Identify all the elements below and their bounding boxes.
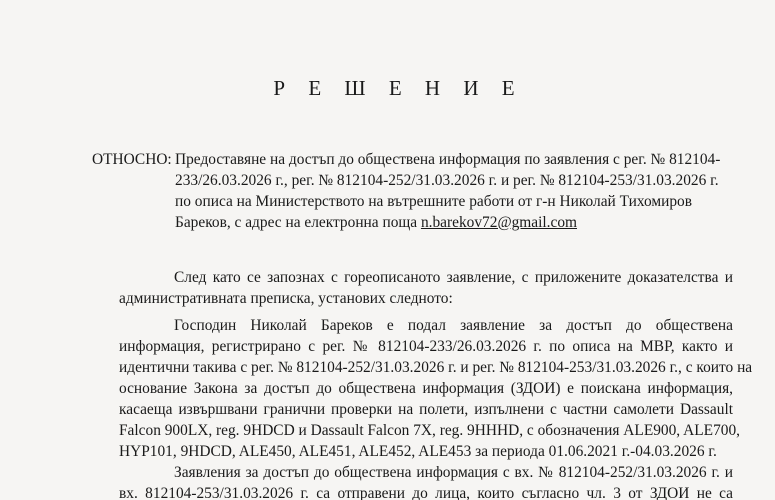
- para3-line-1: Заявления за достъп до обществена информация с вх. № 812104-252/31.03.2026 г. и: [174, 464, 733, 481]
- para2-line-1: Господин Николай Бареков е подал заявление за достъп до обществена: [174, 317, 733, 334]
- para2-line-3: идентични такива с рег. № 812104-252/31.03.2026 г. и рег. № 812104-253/31.03.2026 г., с които на: [119, 359, 753, 376]
- para1-line-1: След като се запознах с гореописаното заявление, с приложените доказателства и: [174, 269, 733, 286]
- document-title: Р Е Ш Е Н И Е: [273, 76, 524, 100]
- para2-line-7: HYP101, 9HDCD, ALE450, ALE451, ALE452, ALE453 за периода 01.06.2021 г.-04.03.2026 г.: [119, 443, 717, 460]
- para2-line-4: основание Закона за достъп до обществена информация (ЗДОИ) е поискана информация,: [119, 380, 733, 397]
- regarding-line-3: по описа на Министерството на вътрешните работи от г-н Николай Тихомиров: [175, 193, 693, 210]
- regarding-line-1: Предоставяне на достъп до обществена информация по заявления с рег. № 812104-: [175, 151, 721, 168]
- para2-line-6: Falcon 900LX, reg. 9HDCD и Dassault Falcon 7X, reg. 9HHHD, с обозначения ALE900, ALE700,: [119, 422, 741, 439]
- regarding-line-2: 233/26.03.2026 г., рег. № 812104-252/31.03.2026 г. и рег. № 812104-253/31.03.2026 г.: [175, 172, 719, 189]
- regarding-line-4: [175, 213, 577, 233]
- para1-line-2: административната преписка, установих следното:: [119, 290, 453, 307]
- regarding-label: ОТНОСНО:: [92, 151, 172, 168]
- regarding-line-4-text: Бареков, с адрес на електронна поща: [175, 214, 421, 231]
- para2-line-2: информация, регистрирано с рег. № 812104-233/26.03.2026 г. по описа на МВР, както и: [119, 338, 733, 355]
- para3-line-2: вх. 812104-253/31.03.2026 г. са отправени до лица, които съгласно чл. 3 от ЗДОИ не са: [119, 485, 733, 500]
- email-link[interactable]: n.barekov72@gmail.com: [420, 214, 578, 231]
- para2-line-5: касаеща извършвани гранични проверки на полети, изпълнени с частни самолети Dassault: [119, 401, 733, 418]
